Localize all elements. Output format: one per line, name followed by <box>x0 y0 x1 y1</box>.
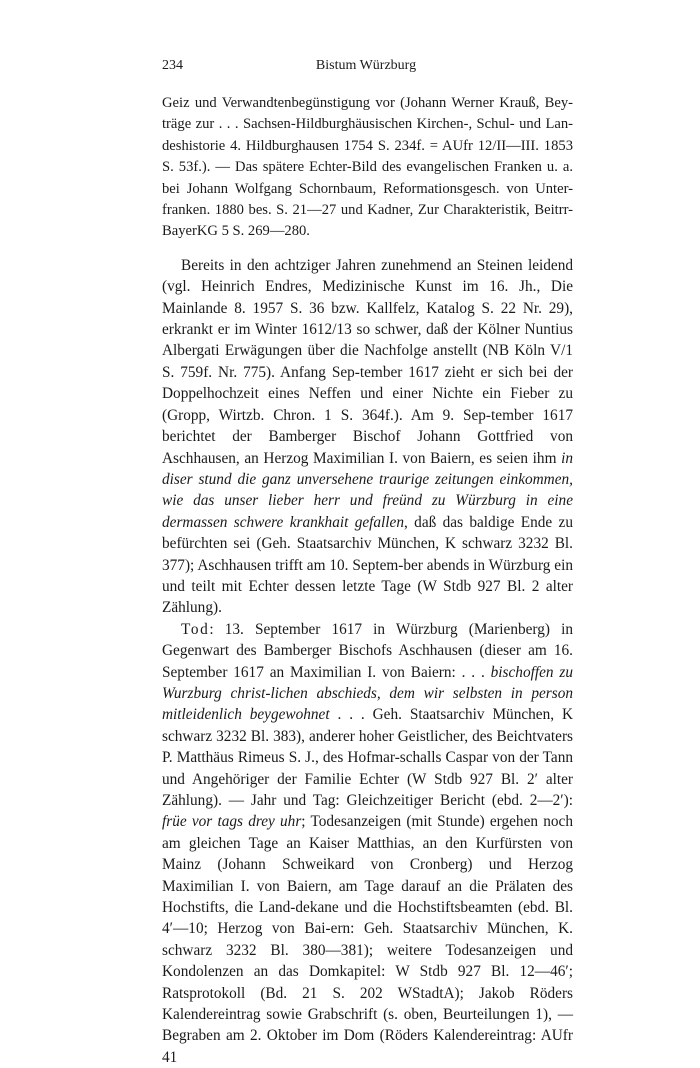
paragraph-death <box>162 619 573 1068</box>
running-title: Bistum Würzburg <box>315 58 417 73</box>
paragraph-text: Bereits in den achtziger Jahren zunehmend an Steinen leidend (vgl. Heinrich Endres, Medizinische Kunst im 16. Jh., Die Mainlande 8. 1957 S. 36 bzw. Kallfelz, Katalog S. 22 Nr. 29), erkrankt er im Winter 1612/13 so schwer, daß der Kölner Nuntius Albergati Erwägungen über die Nachfolge anstellt (NB Köln V/1 S. 759f. Nr. 775). Anfang Sep-tember 1617 zieht er sich bei der Doppelhochzeit eines Neffen und einer Nichte ein Fieber zu (Gropp, Wirtzb. Chron. 1 S. 364f.). Am 9. Sep-tember 1617 berichtet der Bamberger Bischof Johann Gottfried von Aschhausen, an Herzog Maximilian I. von Baiern, es seien ihm <box>162 256 573 467</box>
page-number: 234 <box>162 58 183 73</box>
quotation: früe vor tags drey uhr <box>162 813 302 831</box>
paragraph-illness <box>162 255 573 619</box>
quotation: bischoffen zu Wurzburg christ-lichen abschieds, dem wir selbsten in person mitleidenlich beygewohnet <box>162 663 573 724</box>
paragraph-text: Geiz und Verwandtenbegünstigung vor (Johann Werner Krauß, Bey-träge zur . . . Sachsen-Hildburghäusischen Kirchen-, Schul- und Lan-deshistorie 4. Hildburghausen 1754 S. 234f. = AUfr 12/II—III. 1853 S. 53f.). — Das spätere Echter-Bild des evangelischen Franken u. a. bei Johann Wolfgang Schornbaum, Reformationsgesch. von Unter-franken. 1880 bes. S. 21—27 und Kadner, Zur Charakteristik, Beitrr-BayerKG 5 S. 269—280. <box>162 95 573 240</box>
body-text <box>162 93 573 1068</box>
paragraph-text: . . . Geh. Staatsarchiv München, K schwarz 3232 Bl. 383), anderer hoher Geistlicher, des Beichtvaters P. Matthäus Rimeus S. J., des Hofmar-schalls Caspar von der Tann und Angehöriger der Familie Echter (W Stdb 927 Bl. 2′ alter Zählung). — Jahr und Tag: Gleichzeitiger Bericht (ebd. 2—2′): <box>162 706 573 809</box>
quotation: in diser stund die ganz unversehene traurige zeitungen einkommen, wie das unser lieber herr und freünd zu Würzburg in eine dermassen schwere krankhait gefallen <box>162 449 573 531</box>
paragraph-note <box>162 93 573 243</box>
paragraph-text: ; Todesanzeigen (mit Stunde) ergehen noch am gleichen Tage an Kaiser Matthias, an den Kurfürsten von Mainz (Johann Schweikard von Cronberg) und Herzog Maximilian I. von Baiern, am Tage darauf an die Prälaten des Hochstifts, die Land-dekane und die Hochstiftsbeamten (ebd. Bl. 4′—10; Herzog von Bai-ern: Geh. Staatsarchiv München, K. schwarz 3232 Bl. 380—381); weitere Todesanzeigen und Kondolenzen an das Domkapitel: W Stdb 927 Bl. 12—46′; Ratsprotokoll (Bd. 21 S. 202 WStadtA); Jakob Röders Kalendereintrag sowie Grabschrift (s. oben, Beurteilungen 1), — Begraben am 2. Oktober im Dom (Röders Kalendereintrag: AUfr 41 <box>162 813 573 1066</box>
paragraph-text: , daß das baldige Ende zu befürchten sei (Geh. Staatsarchiv München, K schwarz 3232 Bl. 377); Aschhausen trifft am 10. Septem-ber abends in Würzburg ein und teilt mit Echter dessen letzte Tage (W Stdb 927 Bl. 2 alter Zählung). <box>162 513 573 617</box>
paragraph-text: : 13. September 1617 in Würzburg (Marienberg) in Gegenwart des Bamberger Bischofs Aschhausen (dieser am 16. September 1617 an Maximilian I. von Baiern: . . . <box>162 620 573 681</box>
section-label: Tod <box>181 620 210 638</box>
page-header <box>162 58 570 78</box>
